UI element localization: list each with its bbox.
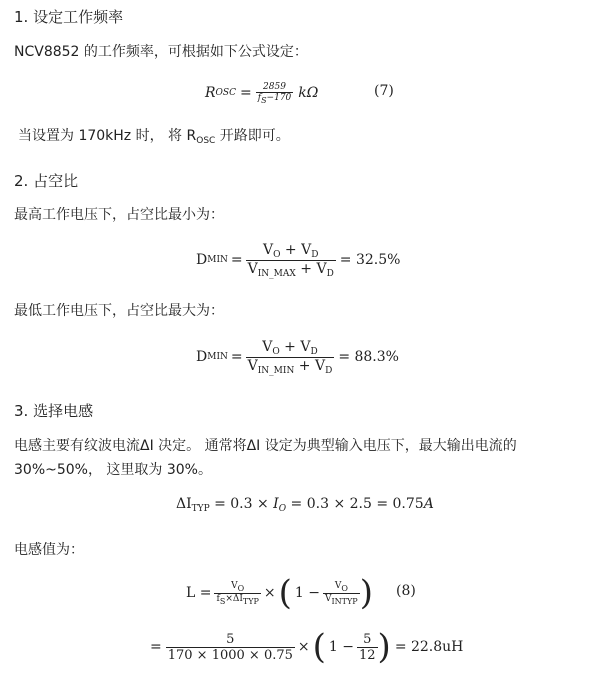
eq8-left-paren: ( — [278, 573, 292, 613]
dmin-numerator: $V_O + V_D$ — [246, 242, 336, 261]
section3-heading: 3. 选择电感 — [14, 402, 94, 420]
dmin-result: = 32.5% — [339, 252, 401, 268]
eq7-lhs: R — [205, 85, 216, 101]
eq8-fraction — [214, 581, 260, 606]
equation-7 — [205, 74, 318, 112]
equation-dmin: D MIN = $\frac{V_O + V_D}{V_{IN\_MAX} + V_D}$ = 32.5% — [196, 241, 401, 279]
note-sub: OSC — [196, 136, 216, 146]
equation-8-numeric — [150, 624, 463, 670]
note-pre: 当设置为 170kHz 时， 将 R — [18, 128, 197, 144]
eq8-denominator: fS×ΔITYP — [216, 593, 259, 606]
eq7-number: (7) — [374, 83, 394, 99]
dmin-denominator: $V_{IN\_MAX} + V_D$ — [247, 260, 334, 279]
eq8n-times: × — [297, 639, 310, 655]
eq8n-equals: = — [150, 639, 162, 655]
dmax-numerator: $V_O + V_D$ — [246, 339, 335, 358]
eq7-unit: kΩ — [298, 85, 319, 101]
ripple-mid: = 0.3 × — [209, 496, 274, 512]
min-voltage-text: 最低工作电压下，占空比最大为： — [14, 303, 224, 319]
section2-heading: 2. 占空比 — [14, 172, 79, 190]
section1-heading: 1. 设定工作频率 — [14, 8, 124, 26]
ripple-io-sub: O — [278, 504, 287, 514]
eq8-one-minus: 1 − — [294, 585, 321, 601]
eq8-inner-numerator: VO — [323, 581, 360, 594]
equation-8 — [186, 570, 373, 616]
ripple-io: I — [273, 496, 279, 512]
eq8-lhs: L = — [186, 585, 212, 601]
eq8n-inner-denominator: 12 — [359, 647, 376, 663]
equation-dmax: D MIN = $\frac{V_O + V_D}{V_{IN\_MIN} + V_D}$ = 88.3% — [196, 338, 399, 376]
eq7-den-tail: −170 — [266, 92, 292, 103]
eq8-inner-denominator: VINTYP — [325, 593, 358, 606]
eq7-den-sub: S — [261, 95, 267, 105]
eq8n-result: = 22.8uH — [394, 639, 464, 655]
section3-para-line2: 30%~50%， 这里取为 30%。 — [14, 462, 212, 478]
dmax-result: = 88.3% — [338, 349, 399, 365]
eq7-den-symbol: f — [257, 92, 262, 103]
max-voltage-text: 最高工作电压下，占空比最小为： — [14, 207, 224, 223]
eq8n-numerator: 5 — [166, 632, 295, 648]
eq8-times: × — [263, 585, 276, 601]
eq8n-one-minus: 1 − — [328, 639, 354, 655]
note-post: 开路即可。 — [215, 128, 290, 144]
dmax-fraction — [246, 339, 335, 376]
inductance-label: 电感值为： — [14, 542, 84, 558]
eq7-lhs-sub: OSC — [215, 88, 236, 98]
eq7-equals: = — [239, 85, 252, 101]
ripple-unit: A — [423, 496, 434, 512]
eq8n-right-paren: ) — [377, 627, 391, 667]
eq8-numerator: VO — [214, 581, 260, 594]
section3-para-line1: 电感主要有纹波电流ΔI 决定。 通常将ΔI 设定为典型输入电压下，最大输出电流的 — [14, 438, 517, 454]
eq8-inner-fraction — [323, 581, 360, 606]
dmin-lhs: D — [196, 252, 208, 268]
eq8n-inner-fraction — [357, 632, 378, 663]
dmin-lhs-sub: MIN — [207, 255, 228, 265]
eq8n-denominator: 170 × 1000 × 0.75 — [167, 647, 293, 663]
dmax-lhs: D — [196, 349, 208, 365]
dmax-lhs-sub: MIN — [207, 352, 228, 362]
eq7-numerator: 2859 — [256, 82, 294, 93]
eq8n-inner-numerator: 5 — [357, 632, 378, 648]
eq8-right-paren: ) — [359, 573, 373, 613]
section1-note — [18, 124, 290, 153]
eq8-number: (8) — [396, 583, 416, 599]
ripple-tail: = 0.3 × 2.5 = 0.75 — [286, 496, 424, 512]
equation-ripple — [176, 496, 434, 514]
section1-intro: NCV8852 的工作频率，可根据如下公式设定： — [14, 44, 308, 60]
eq8n-fraction — [166, 632, 295, 663]
ripple-lhs: ΔI — [176, 496, 192, 512]
ripple-lhs-sub: TYP — [191, 504, 210, 514]
eq7-fraction — [256, 82, 294, 105]
dmax-denominator: $V_{IN\_MIN} + V_D$ — [247, 357, 333, 376]
eq8n-left-paren: ( — [312, 627, 326, 667]
dmin-fraction — [246, 242, 336, 279]
eq7-denominator — [256, 93, 294, 105]
